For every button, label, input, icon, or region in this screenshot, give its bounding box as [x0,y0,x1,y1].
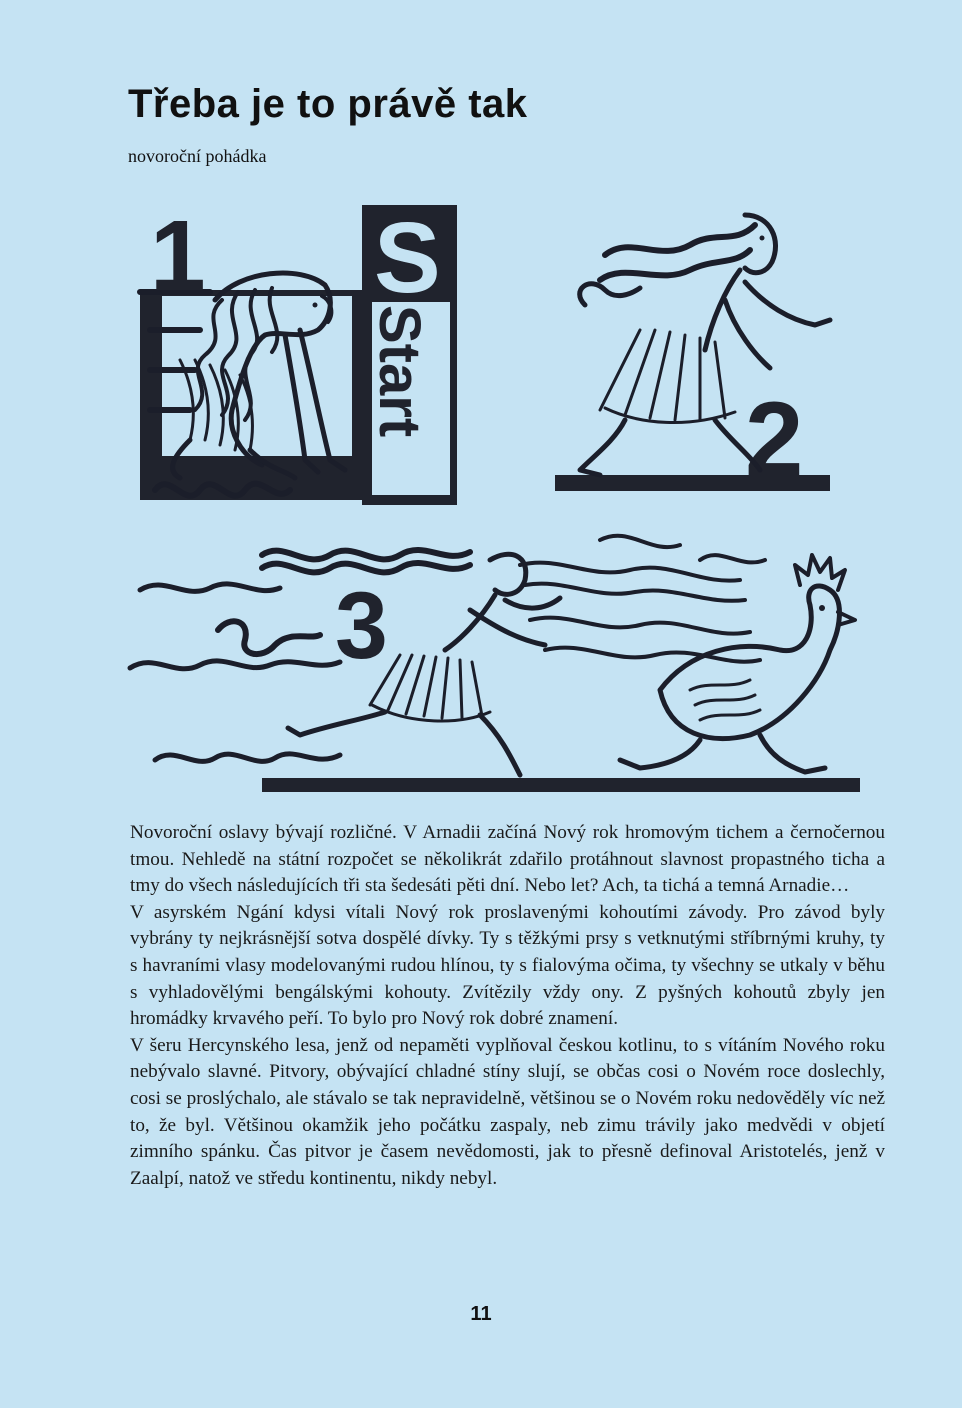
start-word: Start [367,305,432,438]
panel-3-race [130,536,860,792]
panel-1-start [140,200,457,505]
paragraph-3: V šeru Hercynského lesa, jenž od nepaměti vyplňoval českou kotlinu, to s vítáním Nového roku nebývalo slavné. Pitvory, obývající chladné stíny slují, se občas cosi o Novém roce doslechly, cosi se proslýchalo, ale stávalo se tak nepravidelně, většinou se o Novém roku nedověděly víc než to, že byl. Většinou okamžik jeho počátku zaspaly, neb zimu trávily jako medvědi v objetí zimního spánku. Čas pitvor je časem nevědomosti, jak to přesně definoval Aristotelés, jenž v Zaalpí, natož ve středu kontinentu, nikdy nebyl. [130,1034,885,1189]
number-2: 2 [745,381,804,498]
article-body [130,820,885,1192]
number-1: 1 [150,200,206,312]
paragraph-2: V asyrském Ngání kdysi vítali Nový rok proslavenými kohoutími závody. Pro závod byly vybrány ty nejkrásnější sotva dospělé dívky. Ty s těžkými prsy s vetknutými stříbrnými kruhy, ty s havraními vlasy modelovanými rudou hlínou, ty s fialovýma očima, ty všechny se utkaly v běhu s vyhladovělými bengálskými kohouty. Zvítězily vždy ony. Z pyšných kohoutů zbyly jen hromádky krvavého peří. To bylo pro Nový rok dobré znamení. [130,901,885,1030]
page-number: 11 [470,1303,492,1325]
number-3: 3 [335,573,388,679]
paragraph-1: Novoroční oslavy bývají rozličné. V Arnadii začíná Nový rok hromovým tichem a černočernou tmou. Nehledě na státní rozpočet se několikrát zdařilo protáhnout slavnost propastného ticha a tmy do všech následujících tři sta šedesáti pěti dní. Nebo let? Ach, ta tichá a temná Arnadie… [130,822,885,897]
start-letter-s: S [374,202,441,314]
panel-2-running [555,215,830,498]
page-subtitle: novoroční pohádka [128,146,267,166]
page-title: Třeba je to právě tak [128,82,528,126]
